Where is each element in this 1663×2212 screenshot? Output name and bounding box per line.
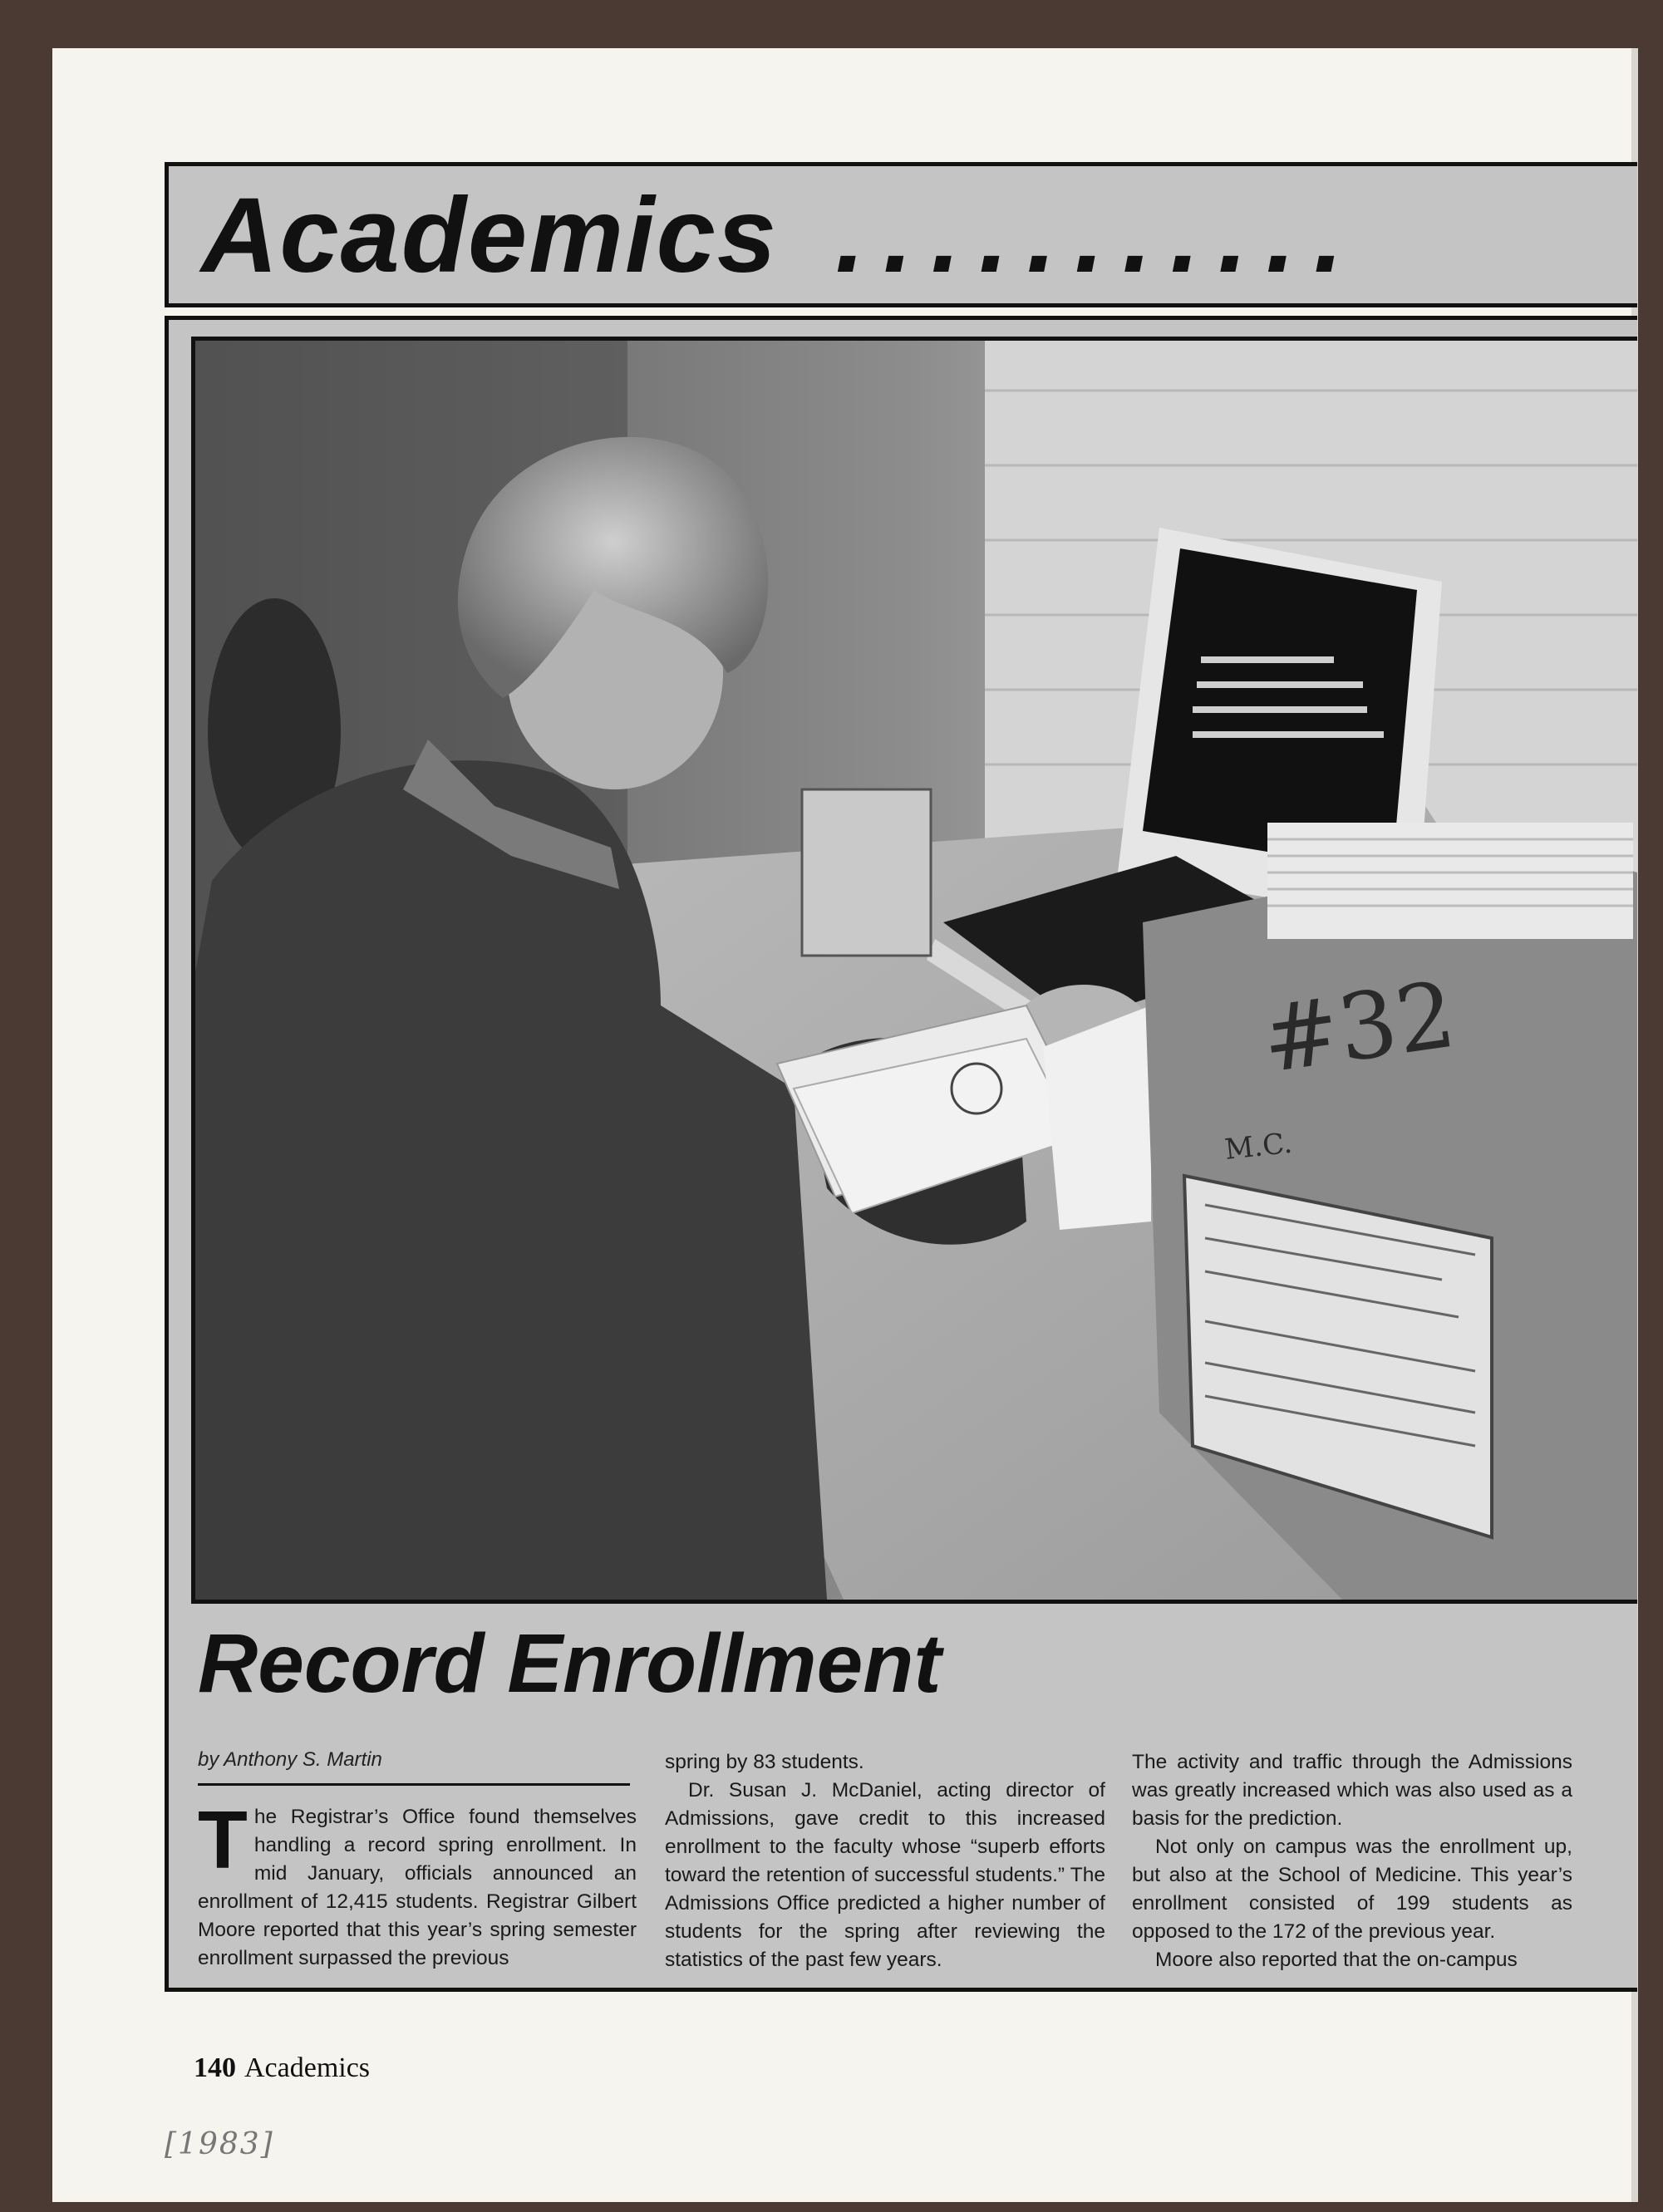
paragraph: Dr. Susan J. McDaniel, acting director of Admissions, gave credit to this increased enrollment to the faculty whose “superb efforts toward the retention of successful students.” The Admissions Office predicted a higher number of students for the spring after reviewing the statistics of the past few years. <box>665 1779 1105 1971</box>
archive-year-note: [1983] <box>165 2127 274 2161</box>
article-photo <box>191 337 1637 1604</box>
photo-illustration <box>195 341 1637 1600</box>
box-handwritten-number: #32 <box>1255 961 1462 1094</box>
article-headline: Record Enrollment <box>198 1617 942 1710</box>
paragraph: spring by 83 students. <box>665 1751 864 1773</box>
paragraph: The activity and traffic through the Admissions was greatly increased which was also used as a basis for the prediction. <box>1132 1751 1572 1830</box>
folio-section: Academics <box>244 2052 371 2083</box>
paragraph-text: he Registrar’s Office found themselves handling a record spring enrollment. In mid January, officials announced an enrollment of 12,415 students. Registrar Gilbert Moore reported that this year’s spring semester enrollment surpassed the previous <box>198 1806 637 1969</box>
article-column-3 <box>1132 1748 1572 1974</box>
paragraph <box>198 1794 637 1973</box>
box-handwritten-initials: M.C. <box>1223 1126 1294 1167</box>
article-column-2 <box>665 1748 1105 1974</box>
dropcap-letter: T <box>198 1794 248 1885</box>
section-title-dots: ........... <box>835 176 1362 295</box>
article-column-1 <box>198 1794 637 1973</box>
section-title: Academics <box>201 176 778 295</box>
page-folio <box>194 2052 370 2084</box>
paragraph: Not only on campus was the enrollment up, but also at the School of Medicine. This year’s enrollment consisted of 199 students as opposed to the 172 of the previous year. <box>1132 1836 1572 1943</box>
page-number: 140 <box>194 2052 236 2083</box>
article-byline: by Anthony S. Martin <box>198 1748 630 1786</box>
paragraph: Moore also reported that the on-campus <box>1155 1949 1518 1971</box>
